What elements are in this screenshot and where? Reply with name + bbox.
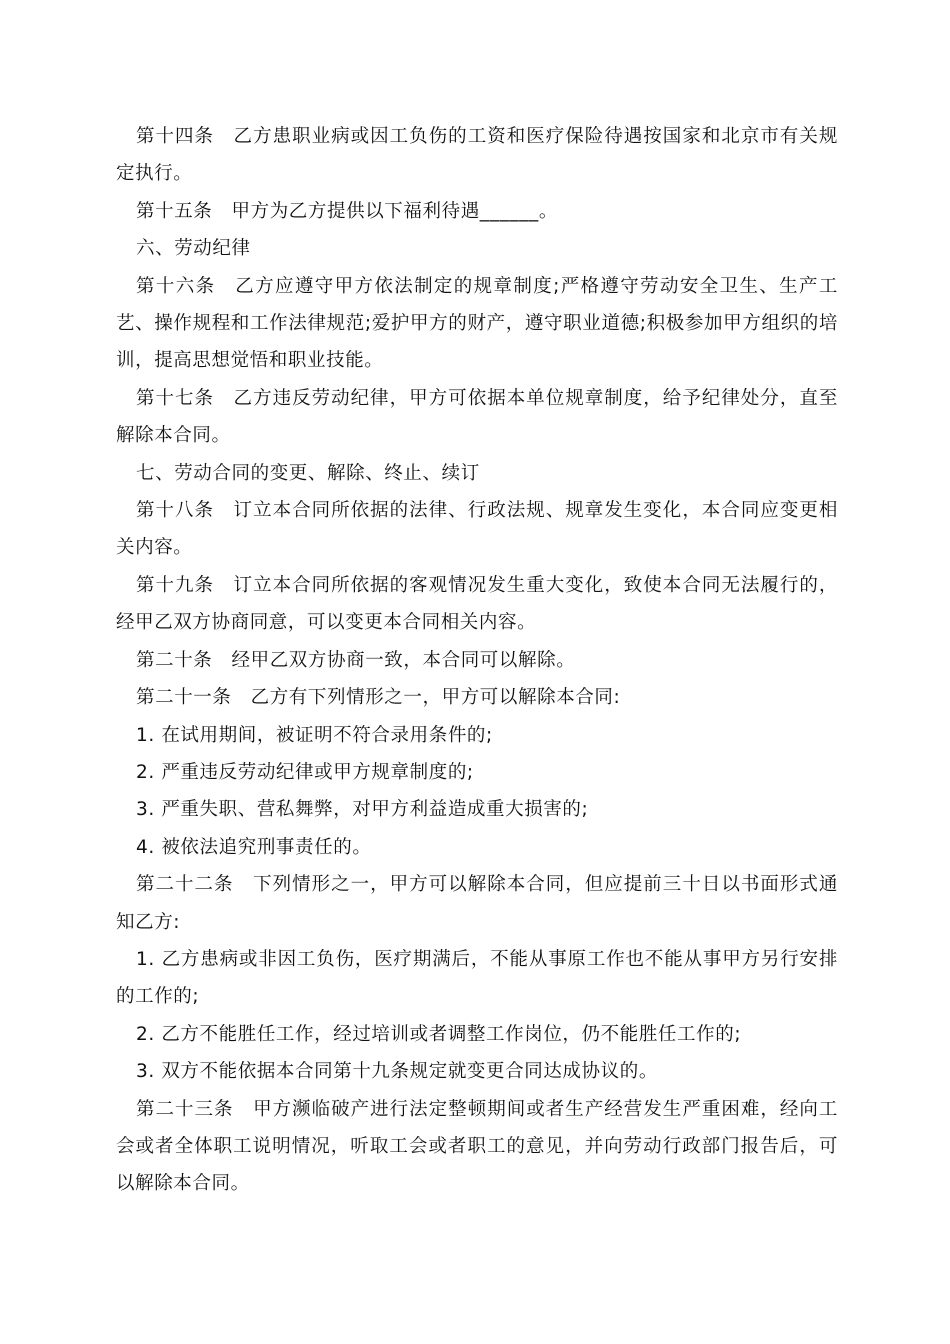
- article-20: 第二十条 经甲乙双方协商一致，本合同可以解除。: [136, 649, 576, 671]
- article-22-item-1: 1. 乙方患病或非因工负伤，医疗期满后，不能从事原工作也不能从事甲方另行安排的工作的;: [116, 948, 838, 1008]
- article-23: 第二十三条 甲方濒临破产进行法定整顿期间或者生产经营发生严重困难，经向工会或者全体职工说明情况，听取工会或者职工的意见，并向劳动行政部门报告后，可以解除本合同。: [116, 1098, 838, 1195]
- section-heading-labor-discipline: 六、劳动纪律: [136, 238, 251, 260]
- article-15: 第十五条 甲方为乙方提供以下福利待遇______。: [136, 200, 559, 222]
- article-22: 第二十二条 下列情形之一，甲方可以解除本合同，但应提前三十日以书面形式通知乙方:: [116, 874, 838, 933]
- contract-body: [116, 118, 838, 1203]
- article-21: 第二十一条 乙方有下列情形之一，甲方可以解除本合同:: [136, 687, 621, 709]
- article-19: 第十九条 订立本合同所依据的客观情况发生重大变化，致使本合同无法履行的，经甲乙双方协商同意，可以变更本合同相关内容。: [116, 574, 838, 634]
- article-17: 第十七条 乙方违反劳动纪律，甲方可依据本单位规章制度，给予纪律处分，直至解除本合同。: [116, 387, 838, 447]
- article-16: 第十六条 乙方应遵守甲方依法制定的规章制度;严格遵守劳动安全卫生、生产工艺、操作规程和工作法律规范;爱护甲方的财产，遵守职业道德;积极参加甲方组织的培训，提高思想觉悟和职业技能。: [116, 275, 838, 372]
- article-22-item-2: 2. 乙方不能胜任工作，经过培训或者调整工作岗位，仍不能胜任工作的;: [136, 1023, 742, 1045]
- article-22-item-3: 3. 双方不能依据本合同第十九条规定就变更合同达成协议的。: [136, 1061, 658, 1083]
- article-14: 第十四条 乙方患职业病或因工负伤的工资和医疗保险待遇按国家和北京市有关规定执行。: [116, 126, 838, 185]
- article-21-item-1: 1. 在试用期间，被证明不符合录用条件的;: [136, 724, 493, 746]
- article-21-item-2: 2. 严重违反劳动纪律或甲方规章制度的;: [136, 761, 474, 783]
- article-21-item-3: 3. 严重失职、营私舞弊，对甲方利益造成重大损害的;: [136, 799, 589, 821]
- section-heading-contract-changes: 七、劳动合同的变更、解除、终止、续订: [136, 462, 480, 484]
- article-21-item-4: 4. 被依法追究刑事责任的。: [136, 836, 372, 858]
- article-18: 第十八条 订立本合同所依据的法律、行政法规、规章发生变化，本合同应变更相关内容。: [116, 500, 838, 559]
